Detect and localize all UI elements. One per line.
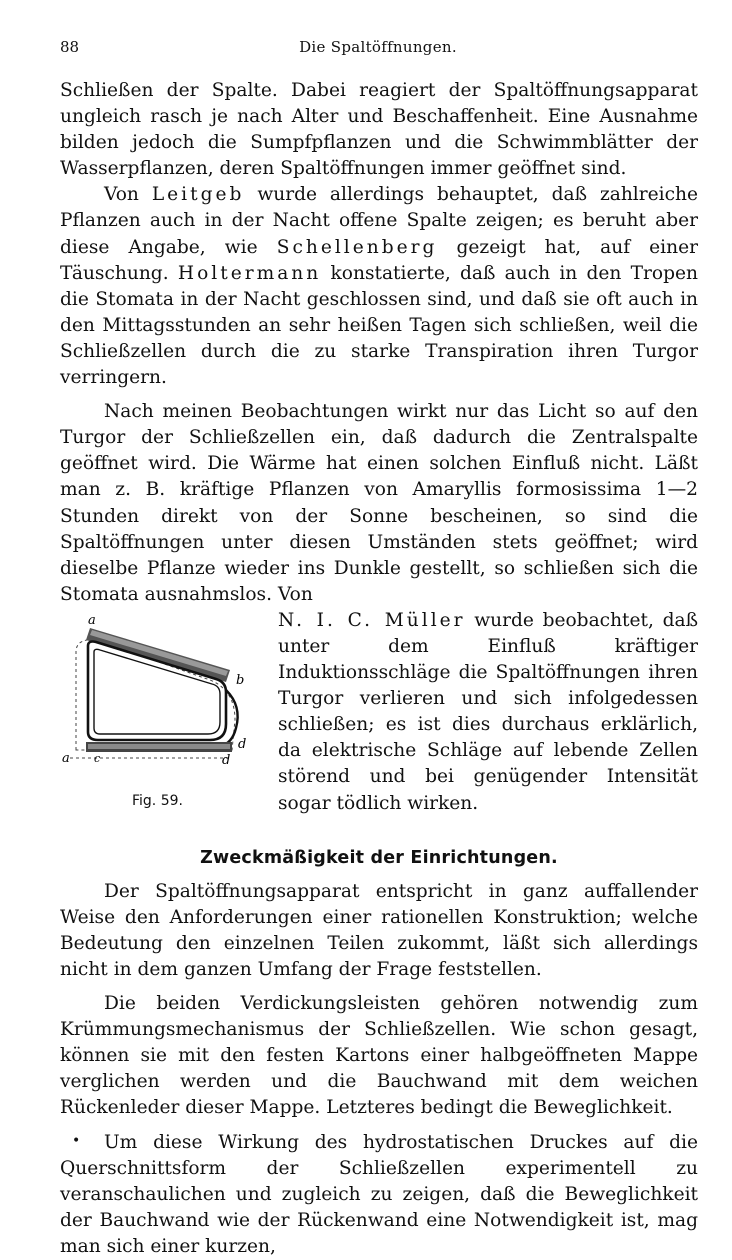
page-header	[60, 38, 696, 62]
author-name-mueller: N. I. C. Müller	[278, 609, 466, 631]
body-text	[60, 78, 698, 1260]
author-name-schellenberg: Schellenberg	[276, 236, 438, 258]
figure-59	[60, 610, 270, 810]
page-number: 88	[60, 38, 80, 56]
text-span: Nach meinen Beobachtungen wirkt nur das Licht so auf den Turgor der Schließzellen ein, daß dadurch die Zentralspalte geöffnet wird. Die Wärme hat einen solchen Einfluß nicht. Läßt man z. B. kräftige Pflanzen von Amaryllis formosissima 1—2 Stunden direkt von der Sonne bescheinen, so sind die Spaltöffnungen unter diesen Umständen stets geöffnet; wird dieselbe Pflanze wieder ins Dunkle gestellt, so schließen sich die Stomata ausnahmslos. Von	[60, 401, 698, 605]
section-heading: Zweckmäßigkeit der Einrichtungen.	[200, 847, 558, 868]
author-name-leitgeb: Leitgeb	[151, 184, 245, 206]
text-span: wurde beobachtet, daß unter dem Einfluß kräftiger Induktionsschläge die Spaltöffnungen ihren Turgor verlieren und sich infolgedessen schließen; es ist dies durchaus erklärlich, da elektrische Schläge auf lebende Zellen störend und bei genügender Intensität sogar tödlich wirken.	[278, 609, 698, 814]
label-b: b	[236, 672, 245, 688]
paragraph-2	[60, 182, 698, 391]
paragraph-6: Um diese Wirkung des hydrostatischen Druckes auf die Querschnittsform der Schließzellen experimentell zu veranschaulichen und zugleich zu zeigen, daß die Beweglichkeit der Bauchwand wie der Rückenwand eine Notwendigkeit ist, mag man sich einer kurzen,	[60, 1131, 698, 1257]
text-span: konstatierte, daß auch in den Tropen die Stomata in der Nacht geschlossen sind, und daß sie oft auch in den Mittagsstunden an sehr heißen Tagen sich schließen, weil die Schließzellen durch die zu starke Transpiration ihren Turgor verringern.	[60, 262, 698, 389]
label-a: a	[88, 612, 96, 628]
text-span: Von	[104, 184, 152, 206]
stray-mark: •	[72, 1133, 81, 1149]
author-name-holtermann: Holtermann	[177, 262, 322, 284]
label-a1: a	[62, 750, 70, 766]
text-span: wurde allerdings behauptet, daß zahlreiche Pflanzen auch in der Nacht offene Spalte zeigen; es beruht aber diese Angabe, wie	[60, 184, 698, 258]
text-span: gezeigt hat, auf einer Täuschung.	[60, 236, 698, 284]
label-d: d	[238, 736, 247, 752]
label-d1: d	[222, 752, 231, 768]
paragraph-3	[60, 399, 698, 608]
stoma-cross-section-diagram	[60, 610, 270, 782]
paragraph-1: Schließen der Spalte. Dabei reagiert der Spaltöffnungsapparat ungleich rasch je nach Alter und Beschaffenheit. Eine Ausnahme bilden jedoch die Sumpfpflanzen und die Schwimmblätter der Wasserpflanzen, deren Spaltöffnungen immer geöffnet sind.	[60, 80, 698, 180]
figure-caption: Fig. 59.	[132, 792, 183, 809]
label-c: c	[94, 751, 101, 765]
lower-thickening-hatch	[88, 744, 230, 749]
running-title: Die Spaltöffnungen.	[299, 38, 457, 56]
paragraph-5: Die beiden Verdickungsleisten gehören notwendig zum Krümmungsmechanismus der Schließzellen. Wie schon gesagt, können sie mit den festen Kartons einer halbgeöffneten Mappe verglichen werden und die Bauchwand mit dem weichen Rückenleder dieser Mappe. Letzteres bedingt die Beweglichkeit.	[60, 993, 698, 1119]
paragraph-4: Der Spaltöffnungsapparat entspricht in ganz auffallender Weise den Anforderungen einer rationellen Konstruktion; welche Bedeutung den einzelnen Teilen zukommt, läßt sich allerdings nicht in dem ganzen Umfang der Frage feststellen.	[60, 880, 698, 980]
